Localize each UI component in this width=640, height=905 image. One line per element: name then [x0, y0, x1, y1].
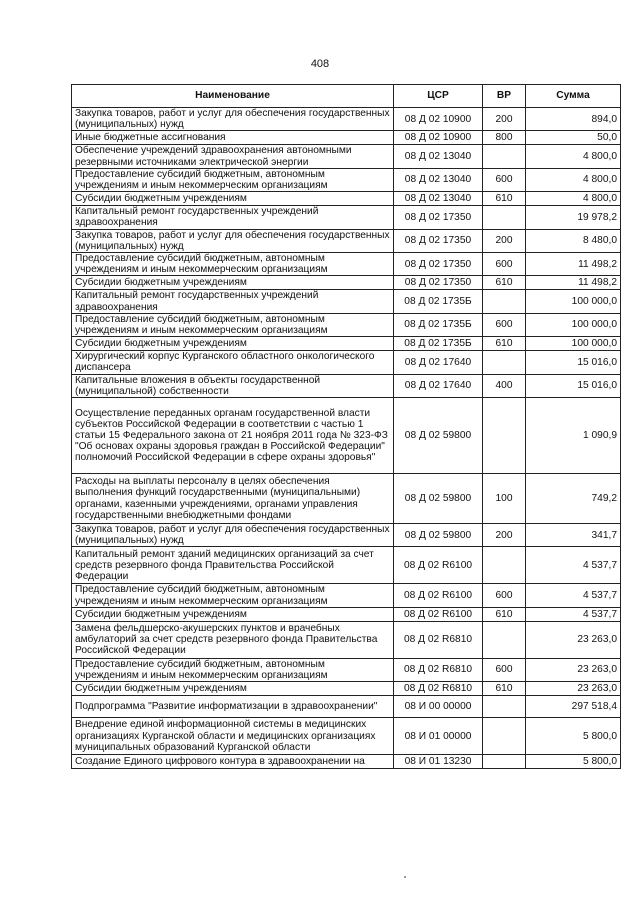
row-csr: 08 Д 02 R6810 — [394, 621, 483, 658]
row-sum: 4 537,7 — [526, 607, 621, 621]
row-sum: 15 016,0 — [526, 374, 621, 397]
table-row — [72, 607, 621, 621]
row-sum: 4 800,0 — [526, 145, 621, 168]
scan-dot — [404, 876, 406, 878]
table-row — [72, 108, 621, 131]
row-sum: 5 800,0 — [526, 755, 621, 769]
row-csr: 08 И 01 00000 — [394, 718, 483, 755]
row-name: Обеспечение учреждений здравоохранения автономными резервными источниками электрической энергии — [72, 145, 394, 168]
table-row — [72, 290, 621, 313]
row-csr: 08 Д 02 17350 — [394, 229, 483, 252]
table-row — [72, 718, 621, 755]
row-csr: 08 Д 02 R6100 — [394, 607, 483, 621]
row-sum: 1 090,9 — [526, 398, 621, 474]
row-vr: 610 — [483, 192, 526, 206]
table-row — [72, 658, 621, 681]
row-vr: 800 — [483, 131, 526, 145]
row-sum: 8 480,0 — [526, 229, 621, 252]
row-name: Хирургический корпус Курганского областного онкологического диспансера — [72, 351, 394, 374]
row-sum: 19 978,2 — [526, 206, 621, 229]
row-name: Предоставление субсидий бюджетным, автономным учреждениям и иным некоммерческим организациям — [72, 584, 394, 607]
row-vr: 610 — [483, 682, 526, 696]
budget-table — [71, 84, 621, 769]
table-header-row — [72, 85, 621, 108]
row-name: Субсидии бюджетным учреждениям — [72, 192, 394, 206]
row-csr: 08 Д 02 10900 — [394, 108, 483, 131]
row-csr: 08 Д 02 59800 — [394, 524, 483, 547]
row-name: Капитальный ремонт зданий медицинских организаций за счет средств резервного фонда Правительства Российской Федерации — [72, 547, 394, 584]
row-vr — [483, 145, 526, 168]
row-vr: 600 — [483, 658, 526, 681]
row-csr: 08 Д 02 17640 — [394, 374, 483, 397]
row-name: Капитальный ремонт государственных учреждений здравоохранения — [72, 206, 394, 229]
row-sum: 100 000,0 — [526, 290, 621, 313]
row-csr: 08 Д 02 17350 — [394, 206, 483, 229]
row-csr: 08 И 00 00000 — [394, 696, 483, 718]
header-vr: ВР — [483, 85, 526, 108]
table-row — [72, 253, 621, 276]
row-vr — [483, 547, 526, 584]
table-row — [72, 206, 621, 229]
row-vr: 100 — [483, 474, 526, 524]
row-csr: 08 Д 02 R6100 — [394, 547, 483, 584]
row-csr: 08 Д 02 17350 — [394, 276, 483, 290]
table-row — [72, 524, 621, 547]
row-vr — [483, 718, 526, 755]
row-csr: 08 Д 02 R6810 — [394, 658, 483, 681]
row-csr: 08 Д 02 17640 — [394, 351, 483, 374]
row-name: Иные бюджетные ассигнования — [72, 131, 394, 145]
table-row — [72, 584, 621, 607]
row-name: Закупка товаров, работ и услуг для обеспечения государственных (муниципальных) нужд — [72, 108, 394, 131]
row-name: Капитальный ремонт государственных учреждений здравоохранения — [72, 290, 394, 313]
table-row — [72, 192, 621, 206]
table-row — [72, 337, 621, 351]
row-vr: 200 — [483, 229, 526, 252]
row-vr: 200 — [483, 108, 526, 131]
row-name: Внедрение единой информационной системы в медицинских организациях Курганской области и медицинских организациях муниципальных образований Курганской области — [72, 718, 394, 755]
row-name: Субсидии бюджетным учреждениям — [72, 337, 394, 351]
table-row — [72, 621, 621, 658]
row-vr: 600 — [483, 584, 526, 607]
row-name: Создание Единого цифрового контура в здравоохранении на — [72, 755, 394, 769]
row-sum: 11 498,2 — [526, 253, 621, 276]
row-vr — [483, 621, 526, 658]
row-csr: 08 Д 02 13040 — [394, 192, 483, 206]
table-row — [72, 313, 621, 336]
row-csr: 08 Д 02 13040 — [394, 145, 483, 168]
row-sum: 23 263,0 — [526, 621, 621, 658]
row-csr: 08 Д 02 1735Б — [394, 337, 483, 351]
row-csr: 08 Д 02 10900 — [394, 131, 483, 145]
row-csr: 08 Д 02 59800 — [394, 474, 483, 524]
row-sum: 4 537,7 — [526, 584, 621, 607]
table-row — [72, 168, 621, 191]
row-sum: 749,2 — [526, 474, 621, 524]
table-row — [72, 131, 621, 145]
row-sum: 297 518,4 — [526, 696, 621, 718]
table-row — [72, 276, 621, 290]
row-csr: 08 Д 02 17350 — [394, 253, 483, 276]
table-row — [72, 755, 621, 769]
table-row — [72, 229, 621, 252]
row-vr — [483, 206, 526, 229]
row-vr — [483, 290, 526, 313]
row-name: Закупка товаров, работ и услуг для обеспечения государственных (муниципальных) нужд — [72, 524, 394, 547]
row-name: Субсидии бюджетным учреждениям — [72, 682, 394, 696]
row-sum: 100 000,0 — [526, 337, 621, 351]
row-sum: 4 537,7 — [526, 547, 621, 584]
row-name: Расходы на выплаты персоналу в целях обеспечения выполнения функций государственными (муниципальными) органами, казенными учреждениями, органами управления государственными внебюджетными фондами — [72, 474, 394, 524]
row-sum: 341,7 — [526, 524, 621, 547]
row-vr: 610 — [483, 276, 526, 290]
row-vr — [483, 351, 526, 374]
row-vr: 400 — [483, 374, 526, 397]
row-vr: 610 — [483, 337, 526, 351]
row-name: Субсидии бюджетным учреждениям — [72, 276, 394, 290]
row-vr — [483, 398, 526, 474]
row-vr: 600 — [483, 313, 526, 336]
row-sum: 100 000,0 — [526, 313, 621, 336]
table-row — [72, 682, 621, 696]
row-vr: 600 — [483, 168, 526, 191]
row-sum: 5 800,0 — [526, 718, 621, 755]
row-name: Предоставление субсидий бюджетным, автономным учреждениям и иным некоммерческим организациям — [72, 313, 394, 336]
row-sum: 15 016,0 — [526, 351, 621, 374]
row-csr: 08 Д 02 59800 — [394, 398, 483, 474]
row-sum: 894,0 — [526, 108, 621, 131]
row-name: Осуществление переданных органам государственной власти субъектов Российской Федерации в соответствии с частью 1 статьи 15 Федерального закона от 21 ноября 2011 года № 323-ФЗ "Об основах охраны здоровья граждан в Российской Федерации" полномочий Российской Федерации в сфере охраны здоровья" — [72, 398, 394, 474]
header-sum: Сумма — [526, 85, 621, 108]
row-vr: 610 — [483, 607, 526, 621]
table-row — [72, 145, 621, 168]
row-csr: 08 Д 02 13040 — [394, 168, 483, 191]
row-csr: 08 Д 02 R6810 — [394, 682, 483, 696]
table-row — [72, 474, 621, 524]
row-csr: 08 И 01 13230 — [394, 755, 483, 769]
page-number: 408 — [310, 58, 330, 70]
row-vr — [483, 696, 526, 718]
row-sum: 11 498,2 — [526, 276, 621, 290]
row-sum: 50,0 — [526, 131, 621, 145]
row-csr: 08 Д 02 R6100 — [394, 584, 483, 607]
row-name: Субсидии бюджетным учреждениям — [72, 607, 394, 621]
row-csr: 08 Д 02 1735Б — [394, 290, 483, 313]
row-name: Предоставление субсидий бюджетным, автономным учреждениям и иным некоммерческим организациям — [72, 253, 394, 276]
row-vr — [483, 755, 526, 769]
row-sum: 4 800,0 — [526, 192, 621, 206]
table-row — [72, 547, 621, 584]
row-name: Капитальные вложения в объекты государственной (муниципальной) собственности — [72, 374, 394, 397]
table-row — [72, 351, 621, 374]
row-name: Замена фельдшерско-акушерских пунктов и врачебных амбулаторий за счет средств резервного фонда Правительства Российской Федерации — [72, 621, 394, 658]
row-sum: 23 263,0 — [526, 682, 621, 696]
row-vr: 600 — [483, 253, 526, 276]
row-csr: 08 Д 02 1735Б — [394, 313, 483, 336]
table-row — [72, 398, 621, 474]
row-name: Подпрограмма "Развитие информатизации в здравоохранении" — [72, 696, 394, 718]
row-name: Предоставление субсидий бюджетным, автономным учреждениям и иным некоммерческим организациям — [72, 168, 394, 191]
row-vr: 200 — [483, 524, 526, 547]
row-name: Предоставление субсидий бюджетным, автономным учреждениям и иным некоммерческим организациям — [72, 658, 394, 681]
row-sum: 23 263,0 — [526, 658, 621, 681]
row-sum: 4 800,0 — [526, 168, 621, 191]
row-name: Закупка товаров, работ и услуг для обеспечения государственных (муниципальных) нужд — [72, 229, 394, 252]
header-name: Наименование — [72, 85, 394, 108]
table-row — [72, 696, 621, 718]
header-csr: ЦСР — [394, 85, 483, 108]
table-row — [72, 374, 621, 397]
